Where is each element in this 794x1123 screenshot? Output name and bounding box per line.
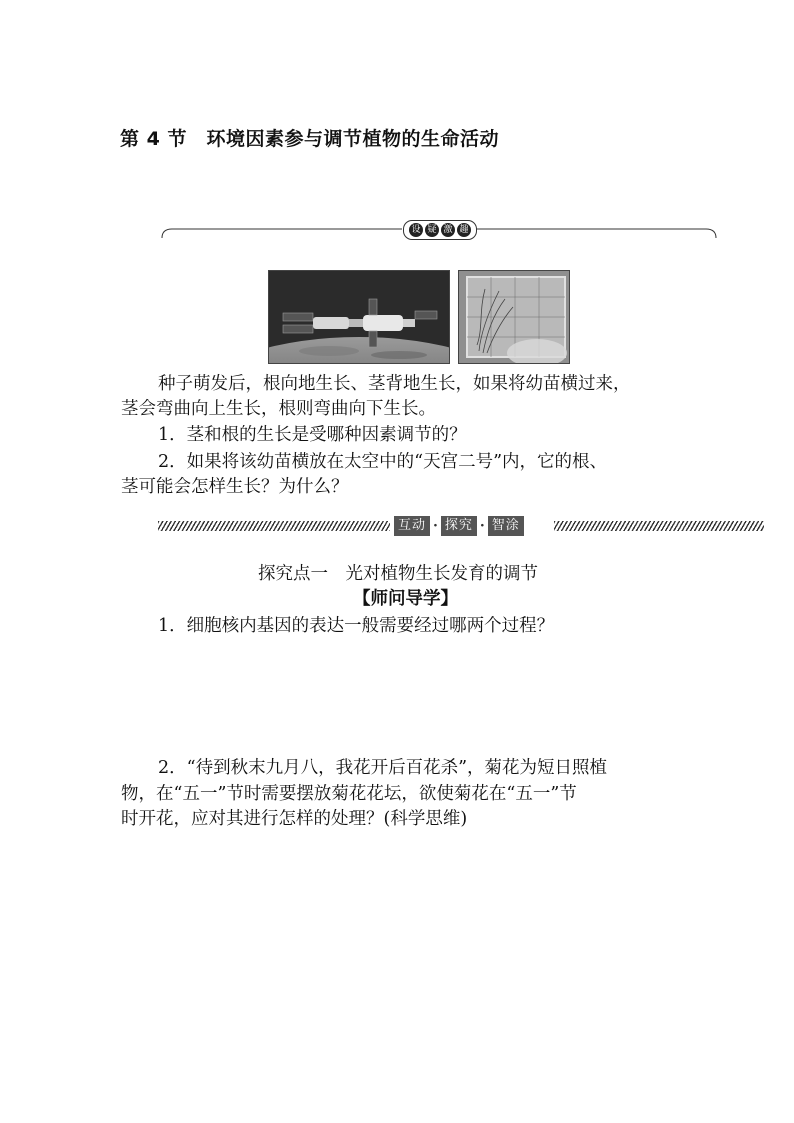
- banner-char: 激: [441, 223, 455, 237]
- space-station-photo: [269, 271, 449, 363]
- topic-heading: 探究点一 光对植物生长发育的调节: [258, 564, 538, 584]
- seedling-photo: [459, 271, 569, 363]
- banner-word: 互动: [394, 516, 430, 536]
- banner-word: 探究: [441, 516, 477, 536]
- topic-question-2-line3: 时开花，应对其进行怎样的处理？(科学思维): [121, 809, 468, 829]
- intro-question-1: 1．茎和根的生长是受哪种因素调节的？: [158, 425, 467, 445]
- intro-question-2-line2: 茎可能会怎样生长？为什么？: [121, 477, 349, 497]
- topic-subheading: 【师问导学】: [353, 589, 458, 609]
- topic-question-1: 1．细胞核内基因的表达一般需要经过哪两个过程？: [158, 616, 555, 636]
- section-banner-hatch-right: [554, 521, 764, 531]
- page-title: 第 4 节 环境因素参与调节植物的生命活动: [120, 128, 499, 150]
- intro-paragraph-line2: 茎会弯曲向上生长，根则弯曲向下生长。: [121, 399, 436, 419]
- space-station-image: [268, 270, 450, 364]
- banner-word: 智涂: [488, 516, 524, 536]
- banner-char: 设: [409, 223, 423, 237]
- banner-char: 趣: [457, 223, 471, 237]
- section-banner-hatch-left: [158, 521, 390, 531]
- seedling-image: [458, 270, 570, 364]
- banner-dot: ·: [433, 518, 438, 534]
- topic-question-2-line1: 2．“待到秋末九月八，我花开后百花杀”，菊花为短日照植: [158, 758, 608, 778]
- intro-question-2-line1: 2．如果将该幼苗横放在太空中的“天宫二号”内，它的根、: [158, 452, 608, 472]
- topic-question-2-line2: 物，在“五一”节时需要摆放菊花花坛，欲使菊花在“五一”节: [121, 784, 577, 804]
- banner-char: 疑: [425, 223, 439, 237]
- banner-dot: ·: [479, 518, 485, 534]
- section-banner-badge: [394, 516, 524, 536]
- intro-banner-badge: [403, 220, 477, 240]
- intro-paragraph-line1: 种子萌发后，根向地生长、茎背地生长，如果将幼苗横过来，: [158, 374, 631, 394]
